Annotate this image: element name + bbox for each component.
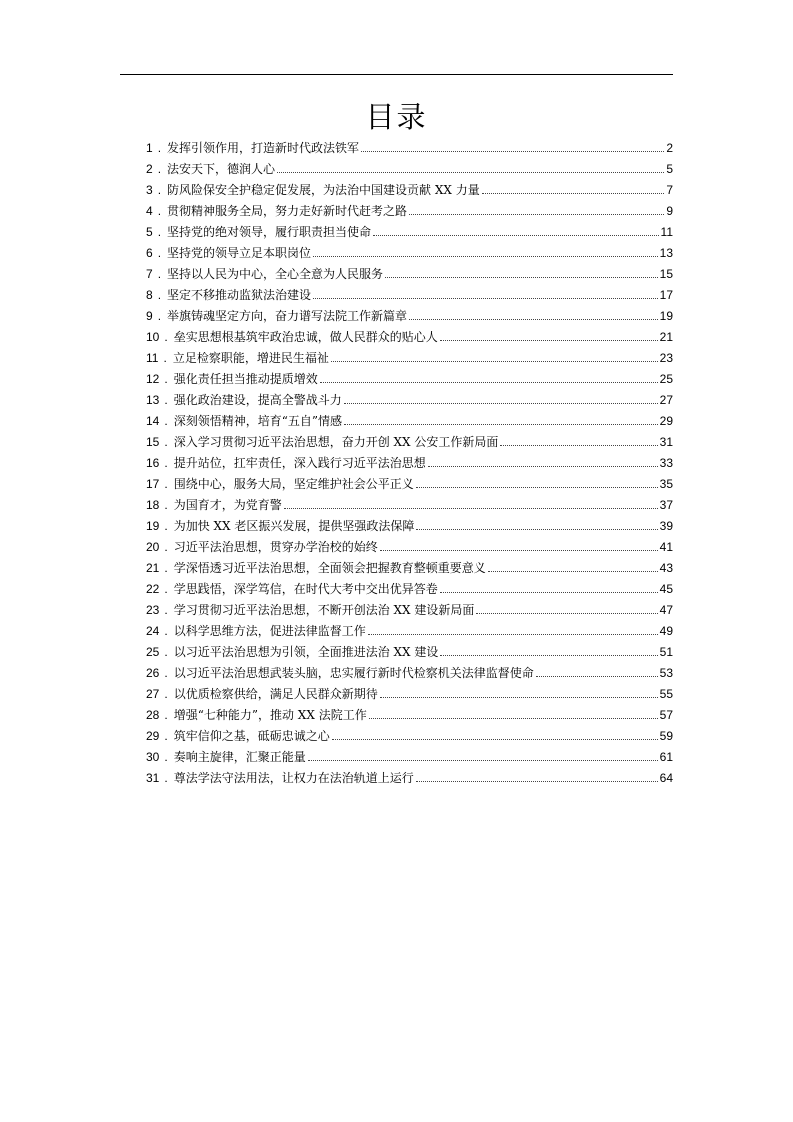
toc-entry-separator: .	[164, 477, 168, 491]
toc-entry-title[interactable]: 坚持以人民为中心，全心全意为人民服务	[167, 267, 384, 281]
toc-entry[interactable]	[146, 411, 673, 432]
toc-entry-separator: .	[164, 624, 168, 638]
toc-entry-page-number[interactable]: 23	[659, 351, 673, 365]
toc-entry-title[interactable]: 以习近平法治思想为引领，全面推进法治 XX 建设	[173, 645, 439, 659]
toc-entry[interactable]	[146, 684, 673, 705]
toc-entry-separator: .	[157, 309, 162, 323]
toc-entry-number: 5	[146, 225, 153, 239]
toc-dot-leader	[476, 613, 657, 614]
toc-entry-number: 6	[146, 246, 153, 260]
toc-dot-leader	[409, 214, 664, 215]
toc-entry-number: 19	[146, 519, 160, 533]
toc-entry-separator: .	[164, 372, 168, 386]
toc-entry-separator: .	[157, 141, 162, 155]
toc-entry-page-number[interactable]: 29	[659, 414, 673, 428]
toc-entry-number: 15	[146, 435, 160, 449]
toc-entry-separator: .	[164, 708, 168, 722]
toc-entry-number: 16	[146, 456, 160, 470]
toc-entry-number: 30	[146, 750, 160, 764]
toc-dot-leader	[416, 487, 658, 488]
toc-dot-leader	[368, 634, 658, 635]
toc-dot-leader	[313, 298, 658, 299]
toc-entry-title[interactable]: 贯彻精神服务全局，努力走好新时代赶考之路	[167, 204, 408, 218]
toc-entry-page-number[interactable]: 64	[659, 771, 673, 785]
toc-entry-title[interactable]: 举旗铸魂坚定方向，奋力谱写法院工作新篇章	[167, 309, 408, 323]
toc-entry-page-number[interactable]: 53	[659, 666, 673, 680]
toc-entry-separator: .	[164, 540, 168, 554]
toc-entry-number: 7	[146, 267, 153, 281]
toc-entry-page-number[interactable]: 43	[659, 561, 673, 575]
toc-entry-title[interactable]: 坚定不移推动监狱法治建设	[167, 288, 312, 302]
toc-entry-page-number[interactable]: 49	[659, 624, 673, 638]
toc-entry[interactable]	[146, 264, 673, 285]
toc-entry-separator: .	[164, 750, 168, 764]
toc-entry-page-number[interactable]: 35	[659, 477, 673, 491]
toc-entry[interactable]	[146, 579, 673, 600]
toc-entry[interactable]	[146, 159, 673, 180]
toc-entry[interactable]	[146, 369, 673, 390]
toc-entry-title[interactable]: 强化政治建设，提高全警战斗力	[173, 393, 342, 407]
toc-dot-leader	[308, 760, 658, 761]
toc-entry-page-number[interactable]: 11	[660, 225, 673, 239]
toc-entry-number: 3	[146, 183, 153, 197]
toc-entry-title[interactable]: 防风险保安全护稳定促发展，为法治中国建设贡献 XX 力量	[167, 183, 480, 197]
toc-entry-separator: .	[164, 729, 168, 743]
toc-entry-title[interactable]: 筑牢信仰之基，砥砺忠诚之心	[173, 729, 330, 743]
toc-entry[interactable]	[146, 243, 673, 264]
toc-entry-number: 22	[146, 582, 160, 596]
toc-entry-separator: .	[164, 561, 168, 575]
toc-entry-page-number[interactable]: 9	[666, 204, 673, 218]
toc-entry-separator: .	[164, 456, 168, 470]
toc-entry-page-number[interactable]: 19	[659, 309, 673, 323]
toc-dot-leader	[284, 508, 658, 509]
toc-entry-number: 24	[146, 624, 160, 638]
table-of-contents	[146, 138, 673, 789]
toc-entry-page-number[interactable]: 5	[666, 162, 673, 176]
toc-dot-leader	[320, 382, 658, 383]
toc-dot-leader	[369, 718, 658, 719]
toc-dot-leader	[488, 571, 658, 572]
toc-dot-leader	[331, 361, 658, 362]
toc-entry-number: 4	[146, 204, 153, 218]
toc-entry-title[interactable]: 学深悟透习近平法治思想，全面领会把握教育整顿重要意义	[173, 561, 486, 575]
toc-dot-leader	[361, 151, 664, 152]
toc-entry-separator: .	[164, 687, 168, 701]
toc-entry-separator: .	[164, 666, 168, 680]
toc-entry[interactable]	[146, 747, 673, 768]
toc-dot-leader	[440, 340, 658, 341]
toc-entry-number: 1	[146, 141, 153, 155]
toc-entry-number: 14	[146, 414, 160, 428]
toc-entry-separator: .	[164, 414, 168, 428]
toc-entry-page-number[interactable]: 61	[659, 750, 673, 764]
toc-entry-separator: .	[157, 162, 162, 176]
header-rule	[120, 74, 673, 75]
toc-entry[interactable]	[146, 474, 673, 495]
toc-entry[interactable]	[146, 453, 673, 474]
toc-entry-number: 17	[146, 477, 160, 491]
toc-entry[interactable]	[146, 327, 673, 348]
toc-entry-separator: .	[164, 435, 168, 449]
toc-entry-page-number[interactable]: 37	[659, 498, 673, 512]
toc-entry[interactable]	[146, 705, 673, 726]
toc-entry-title[interactable]: 法安天下，德润人心	[167, 162, 276, 176]
toc-entry-title[interactable]: 增强“七种能力”，推动 XX 法院工作	[173, 708, 367, 722]
toc-entry-separator: .	[164, 330, 168, 344]
toc-entry-number: 31	[146, 771, 160, 785]
toc-entry-title[interactable]: 为国育才，为党育警	[173, 498, 282, 512]
toc-entry[interactable]	[146, 516, 673, 537]
toc-entry-title[interactable]: 以优质检察供给，满足人民群众新期待	[173, 687, 378, 701]
toc-entry-number: 23	[146, 603, 160, 617]
toc-entry-separator: .	[157, 288, 162, 302]
toc-entry-title[interactable]: 习近平法治思想，贯穿办学治校的始终	[173, 540, 378, 554]
toc-dot-leader	[385, 277, 658, 278]
toc-entry-page-number[interactable]: 27	[659, 393, 673, 407]
toc-dot-leader	[440, 655, 657, 656]
toc-entry-page-number[interactable]: 59	[659, 729, 673, 743]
toc-entry-title[interactable]: 发挥引领作用，打造新时代政法铁军	[167, 141, 360, 155]
toc-entry-separator: .	[163, 351, 167, 365]
toc-entry-title[interactable]: 围绕中心，服务大局，坚定维护社会公平正义	[173, 477, 414, 491]
toc-entry-number: 29	[146, 729, 160, 743]
toc-entry[interactable]	[146, 390, 673, 411]
toc-entry-page-number[interactable]: 55	[659, 687, 673, 701]
toc-entry-title[interactable]: 以习近平法治思想武装头脑，忠实履行新时代检察机关法律监督使命	[173, 666, 534, 680]
toc-entry[interactable]	[146, 495, 673, 516]
toc-entry-title[interactable]: 强化责任担当推动提质增效	[173, 372, 318, 386]
toc-entry-number: 28	[146, 708, 160, 722]
toc-entry-title[interactable]: 深入学习贯彻习近平法治思想，奋力开创 XX 公安工作新局面	[173, 435, 499, 449]
toc-dot-leader	[344, 403, 658, 404]
toc-entry-page-number[interactable]: 41	[659, 540, 673, 554]
toc-entry-title[interactable]: 学思践悟，深学笃信，在时代大考中交出优异答卷	[173, 582, 438, 596]
toc-entry-page-number[interactable]: 2	[666, 141, 673, 155]
toc-entry-page-number[interactable]: 13	[659, 246, 673, 260]
toc-dot-leader	[373, 235, 658, 236]
toc-entry-title[interactable]: 尊法学法守法用法，让权力在法治轨道上运行	[173, 771, 414, 785]
toc-entry[interactable]	[146, 201, 673, 222]
toc-entry-page-number[interactable]: 25	[659, 372, 673, 386]
toc-entry-separator: .	[164, 771, 168, 785]
toc-entry[interactable]	[146, 726, 673, 747]
toc-dot-leader	[380, 550, 658, 551]
toc-entry[interactable]	[146, 306, 673, 327]
toc-entry-separator: .	[164, 498, 168, 512]
toc-entry-separator: .	[157, 183, 162, 197]
toc-dot-leader	[482, 193, 665, 194]
toc-entry-page-number[interactable]: 17	[659, 288, 673, 302]
toc-entry-number: 12	[146, 372, 160, 386]
toc-entry-number: 25	[146, 645, 160, 659]
toc-entry[interactable]	[146, 432, 673, 453]
toc-entry[interactable]	[146, 138, 673, 159]
toc-entry-title[interactable]: 坚持党的领导立足本职岗位	[167, 246, 312, 260]
toc-entry-title[interactable]: 立足检察职能，增进民生福祉	[172, 351, 329, 365]
toc-entry-separator: .	[157, 204, 162, 218]
toc-entry-page-number[interactable]: 57	[659, 708, 673, 722]
toc-entry-number: 20	[146, 540, 160, 554]
toc-entry-page-number[interactable]: 47	[659, 603, 673, 617]
toc-entry[interactable]	[146, 285, 673, 306]
toc-entry-page-number[interactable]: 33	[659, 456, 673, 470]
toc-entry-page-number[interactable]: 31	[659, 435, 673, 449]
toc-dot-leader	[416, 529, 657, 530]
toc-entry[interactable]	[146, 558, 673, 579]
toc-entry-number: 11	[146, 351, 159, 365]
toc-dot-leader	[332, 739, 658, 740]
toc-entry[interactable]	[146, 222, 673, 243]
toc-entry-title[interactable]: 垒实思想根基筑牢政治忠诚，做人民群众的贴心人	[173, 330, 438, 344]
toc-dot-leader	[536, 676, 658, 677]
toc-entry[interactable]	[146, 621, 673, 642]
toc-entry-separator: .	[164, 645, 168, 659]
toc-entry-number: 2	[146, 162, 153, 176]
toc-entry[interactable]	[146, 537, 673, 558]
toc-entry-number: 9	[146, 309, 153, 323]
toc-entry[interactable]	[146, 663, 673, 684]
toc-entry-title[interactable]: 提升站位，扛牢责任，深入践行习近平法治思想	[173, 456, 426, 470]
toc-entry-title[interactable]: 以科学思维方法，促进法律监督工作	[173, 624, 366, 638]
toc-entry-separator: .	[157, 267, 162, 281]
toc-entry-separator: .	[164, 393, 168, 407]
toc-entry[interactable]	[146, 642, 673, 663]
toc-entry-page-number[interactable]: 45	[659, 582, 673, 596]
toc-entry-separator: .	[164, 519, 168, 533]
toc-entry-separator: .	[157, 225, 162, 239]
toc-entry-page-number[interactable]: 51	[659, 645, 673, 659]
toc-entry-title[interactable]: 深刻领悟精神，培育“五自”情感	[173, 414, 342, 428]
toc-entry-number: 10	[146, 330, 160, 344]
toc-entry-separator: .	[164, 582, 168, 596]
toc-entry-title[interactable]: 为加快 XX 老区振兴发展，提供坚强政法保障	[173, 519, 415, 533]
toc-entry-separator: .	[157, 246, 162, 260]
toc-dot-leader	[416, 781, 658, 782]
toc-entry-number: 8	[146, 288, 153, 302]
toc-entry-number: 21	[146, 561, 160, 575]
toc-dot-leader	[313, 256, 658, 257]
toc-dot-leader	[277, 172, 664, 173]
toc-entry-page-number[interactable]: 7	[666, 183, 673, 197]
toc-entry-page-number[interactable]: 21	[659, 330, 673, 344]
toc-entry[interactable]	[146, 348, 673, 369]
toc-dot-leader	[344, 424, 658, 425]
toc-entry-number: 18	[146, 498, 160, 512]
toc-entry-number: 13	[146, 393, 160, 407]
toc-entry-title[interactable]: 学习贯彻习近平法治思想，不断开创法治 XX 建设新局面	[173, 603, 475, 617]
toc-entry-title[interactable]: 坚持党的绝对领导，履行职责担当使命	[167, 225, 372, 239]
toc-entry[interactable]	[146, 600, 673, 621]
toc-dot-leader	[500, 445, 657, 446]
page-title: 目录	[365, 100, 428, 134]
toc-entry-number: 26	[146, 666, 160, 680]
toc-entry-title[interactable]: 奏响主旋律，汇聚正能量	[173, 750, 306, 764]
toc-entry[interactable]	[146, 768, 673, 789]
toc-entry-page-number[interactable]: 15	[659, 267, 673, 281]
toc-dot-leader	[440, 592, 658, 593]
toc-dot-leader	[409, 319, 658, 320]
toc-entry[interactable]	[146, 180, 673, 201]
toc-dot-leader	[428, 466, 658, 467]
toc-dot-leader	[380, 697, 658, 698]
toc-entry-number: 27	[146, 687, 160, 701]
toc-entry-separator: .	[164, 603, 168, 617]
toc-entry-page-number[interactable]: 39	[659, 519, 673, 533]
